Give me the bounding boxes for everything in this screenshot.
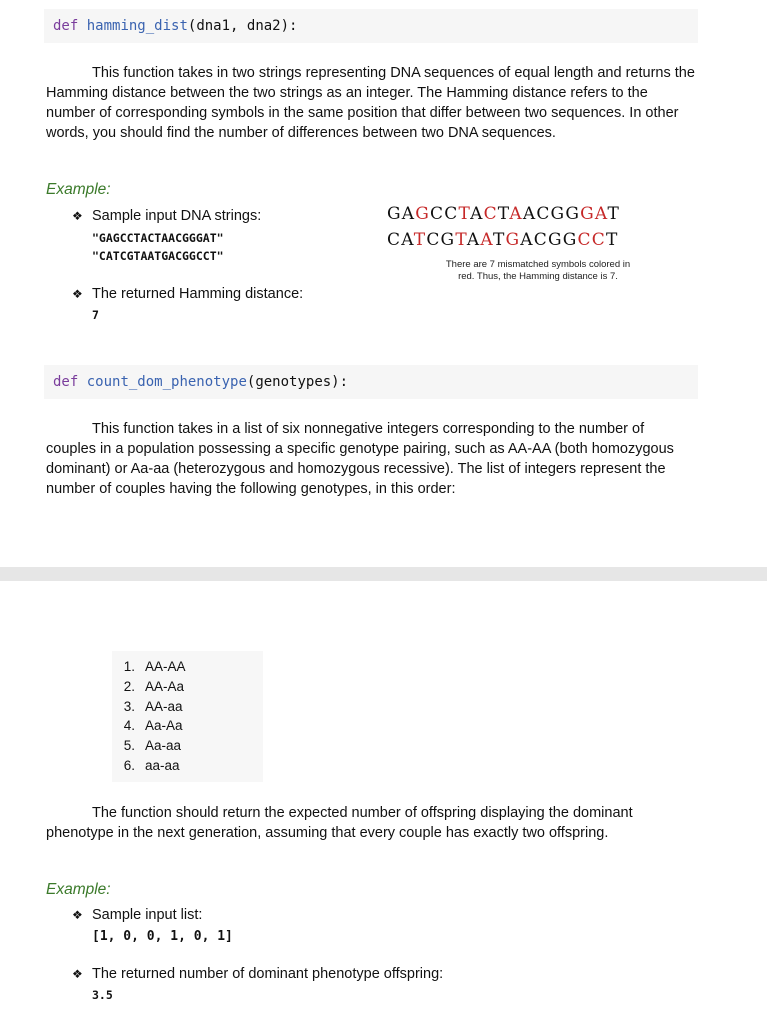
sequence-caption bbox=[396, 259, 680, 283]
diamond-bullet-icon: ❖ bbox=[72, 209, 83, 223]
bullet-label: The returned number of dominant phenotype offspring: bbox=[92, 966, 444, 982]
list-item: 1. AA-AA bbox=[123, 659, 186, 674]
code-signature-count-dom bbox=[44, 365, 698, 399]
output-value: 7 bbox=[92, 308, 99, 322]
bullet-label: Sample input DNA strings: bbox=[92, 208, 262, 224]
keyword: def bbox=[53, 18, 79, 34]
list-item: 4. Aa-Aa bbox=[123, 718, 183, 734]
input-string-2: "CATCGTAATGACGGCCT" bbox=[92, 249, 224, 263]
list-item: 2. AA-Aa bbox=[123, 678, 185, 694]
output-value: 3.5 bbox=[92, 988, 113, 1002]
bullet-returned-offspring bbox=[72, 966, 443, 982]
diamond-bullet-icon: ❖ bbox=[72, 967, 83, 981]
bullet-sample-list bbox=[72, 907, 202, 923]
example-label: Example: bbox=[46, 881, 111, 898]
function-args: (dna1, dna2): bbox=[187, 18, 298, 34]
description-count-dom bbox=[46, 419, 698, 499]
input-string-1: "GAGCCTACTAACGGGAT" bbox=[92, 231, 224, 245]
list-item: 5. Aa-aa bbox=[123, 738, 182, 754]
bullet-sample-input bbox=[72, 208, 261, 224]
genotype-list bbox=[112, 651, 263, 782]
description-text: The function should return the expected number of offspring displaying the dominant phenotype in the next generation, assuming that every couple has exactly two offspring. bbox=[46, 805, 633, 841]
diamond-bullet-icon: ❖ bbox=[72, 908, 83, 922]
function-name: count_dom_phenotype bbox=[86, 374, 247, 390]
page-divider bbox=[0, 567, 767, 581]
sequence-1: GAGCCTACTAACGGGAT bbox=[387, 204, 620, 224]
example-label: Example: bbox=[46, 181, 111, 198]
bullet-returned-distance bbox=[72, 286, 303, 302]
caption-line-2: red. Thus, the Hamming distance is 7. bbox=[458, 271, 618, 282]
description-return bbox=[46, 803, 698, 843]
keyword: def bbox=[53, 374, 79, 390]
caption-line-1: There are 7 mismatched symbols colored in bbox=[445, 259, 631, 270]
function-name: hamming_dist bbox=[86, 18, 188, 34]
code-signature-hamming bbox=[44, 9, 698, 43]
list-item: 6. aa-aa bbox=[123, 757, 180, 773]
bullet-label: The returned Hamming distance: bbox=[92, 286, 304, 302]
description-text: This function takes in two strings representing DNA sequences of equal length and returns the Hamming distance between the two strings as an integer. The Hamming distance refers to the number of corresponding symbols in the same position that differ between two sequences. In other words, you should find the number of differences between two DNA sequences. bbox=[46, 65, 695, 141]
input-list: [1, 0, 0, 1, 0, 1] bbox=[92, 929, 233, 944]
sequence-2: CATCGTAATGACGGCCT bbox=[387, 230, 619, 250]
bullet-label: Sample input list: bbox=[92, 907, 203, 923]
diamond-bullet-icon: ❖ bbox=[72, 287, 83, 301]
function-args: (genotypes): bbox=[246, 374, 349, 390]
description-hamming bbox=[46, 63, 698, 143]
list-item: 3. AA-aa bbox=[123, 698, 183, 714]
description-text: This function takes in a list of six nonnegative integers corresponding to the number of couples in a population possessing a specific genotype pairing, such as AA-AA (both homozygous dominant) or Aa-aa (heterozygous and homozygous recessive). The list of integers represent the number of couples having the following genotypes, in this order: bbox=[46, 421, 674, 497]
